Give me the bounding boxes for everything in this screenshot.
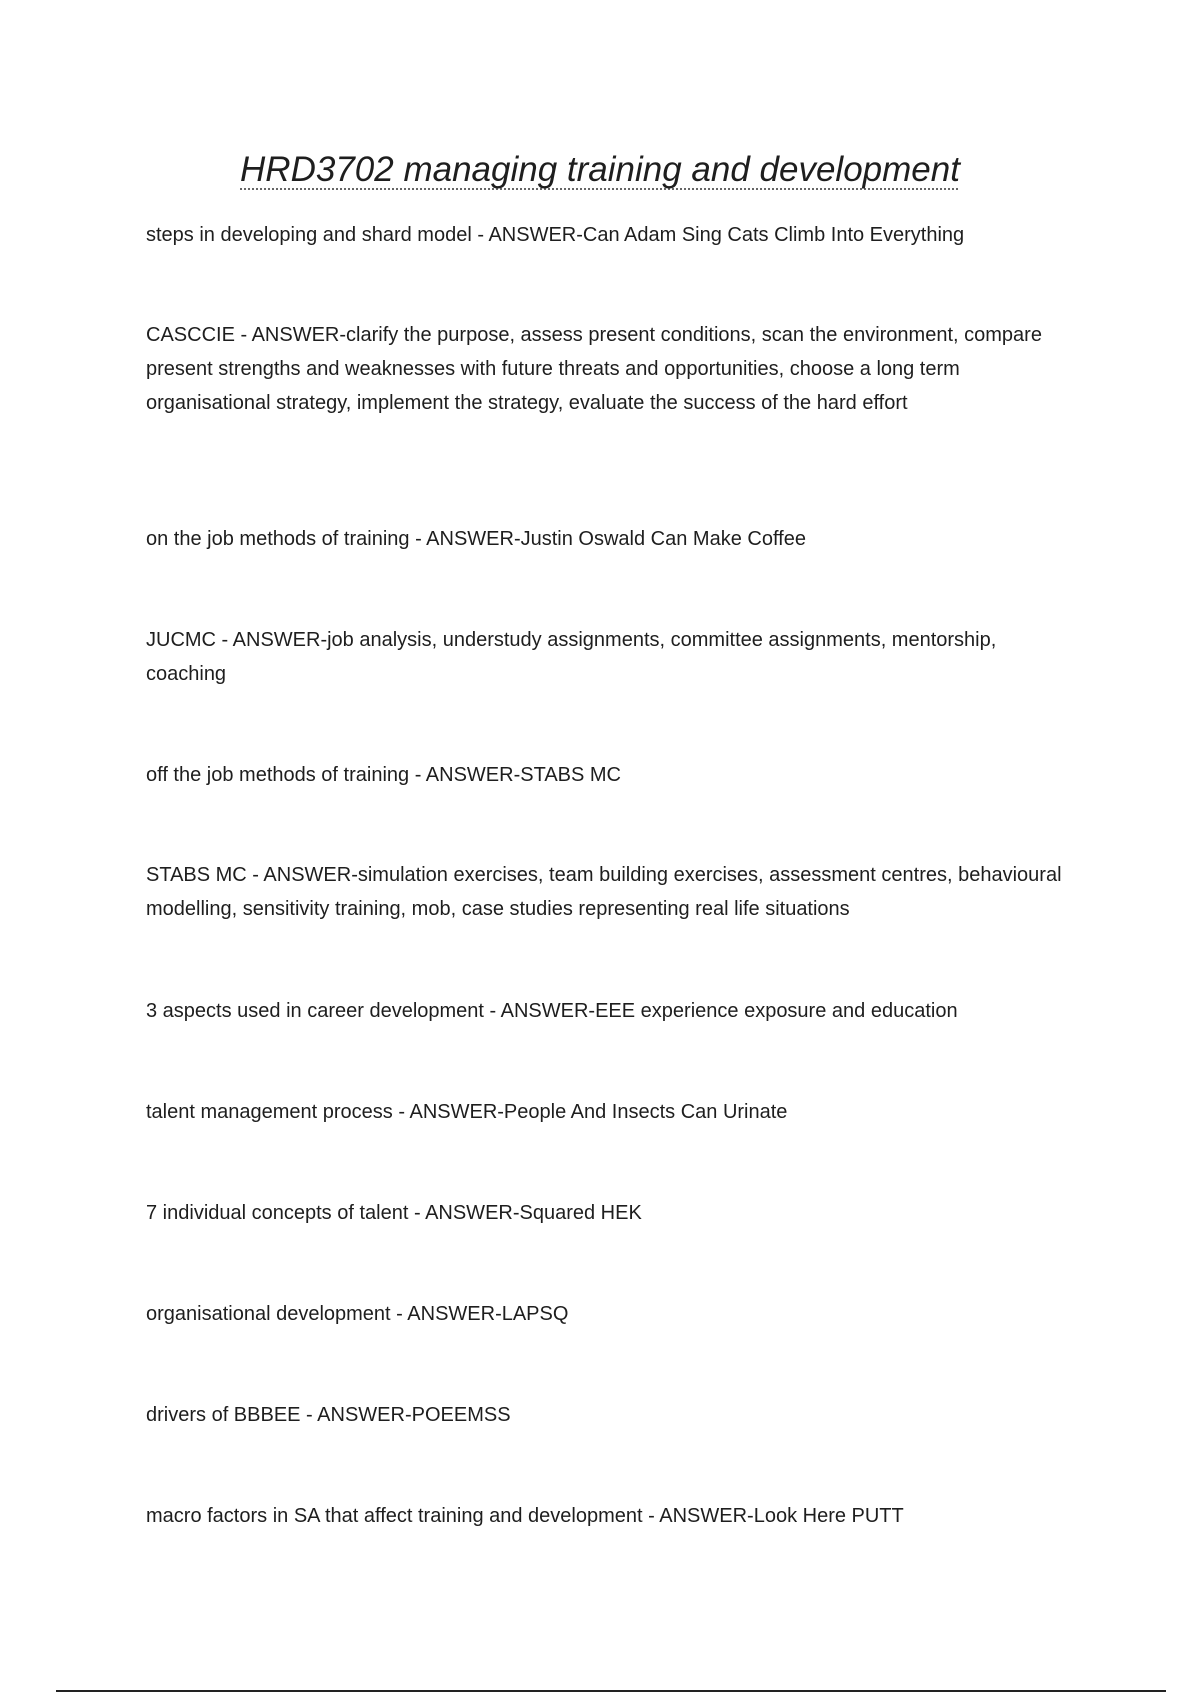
qa-entry: off the job methods of training - ANSWER-STABS MC [146, 764, 621, 786]
qa-entry: macro factors in SA that affect training and development - ANSWER-Look Here PUTT [146, 1505, 904, 1527]
qa-entry: JUCMC - ANSWER-job analysis, understudy assignments, committee assignments, mentorship, coaching [146, 629, 997, 685]
document-title-text: HRD3702 managing training and development [240, 150, 960, 189]
document-title [0, 147, 1200, 193]
qa-entry: 7 individual concepts of talent - ANSWER-Squared HEK [146, 1202, 642, 1224]
qa-entry: talent management process - ANSWER-People And Insects Can Urinate [146, 1101, 788, 1123]
qa-entry: on the job methods of training - ANSWER-Justin Oswald Can Make Coffee [146, 528, 806, 550]
page-bottom-divider [56, 1690, 1166, 1692]
qa-entry: steps in developing and shard model - ANSWER-Can Adam Sing Cats Climb Into Everything [146, 224, 965, 246]
qa-entry: 3 aspects used in career development - ANSWER-EEE experience exposure and education [146, 1000, 958, 1022]
qa-entry: STABS MC - ANSWER-simulation exercises, team building exercises, assessment centres, behavioural modelling, sensitivity training, mob, case studies representing real life situations [146, 864, 1062, 920]
qa-entry: drivers of BBBEE - ANSWER-POEEMSS [146, 1404, 511, 1426]
qa-entry: organisational development - ANSWER-LAPSQ [146, 1303, 569, 1325]
qa-entry: CASCCIE - ANSWER-clarify the purpose, assess present conditions, scan the environment, compare present strengths and weaknesses with future threats and opportunities, choose a long term organisational strategy, implement the strategy, evaluate the success of the hard effort [146, 324, 1042, 414]
